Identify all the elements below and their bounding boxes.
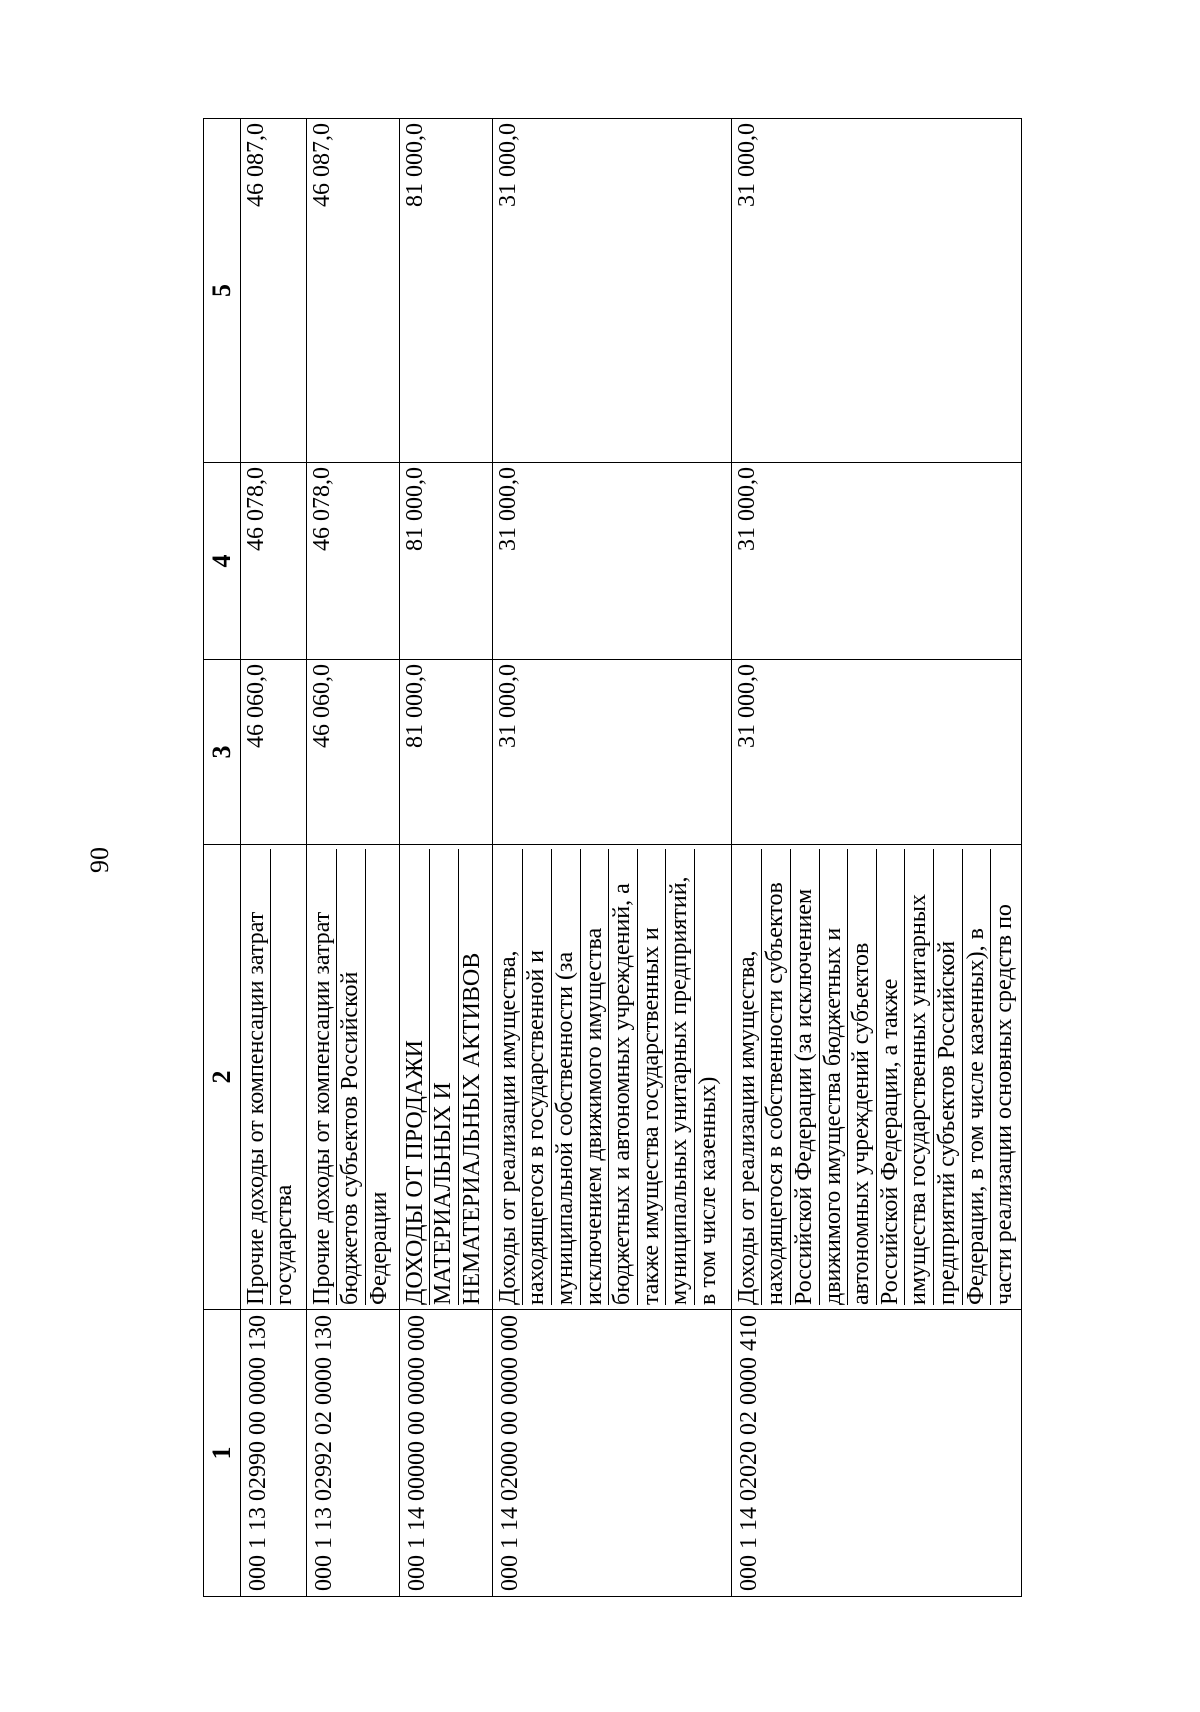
revenue-name-line: в том числе казенных) <box>695 1076 722 1305</box>
revenue-name-line: также имущества государственных и <box>638 849 667 1305</box>
revenue-name-line: движимого имущества бюджетных и <box>820 849 849 1305</box>
revenue-name-line: Прочие доходы от компенсации затрат <box>243 849 272 1305</box>
column-header-3: 3 <box>204 660 241 845</box>
budget-table-container <box>203 119 1104 1597</box>
budget-revenue-table <box>203 118 1022 1597</box>
amount-cell-5: 46 087,0 <box>240 119 306 463</box>
revenue-name-line: имущества государственных унитарных <box>905 849 934 1305</box>
amount-cell-4: 31 000,0 <box>731 463 1021 660</box>
budget-code-cell: 000 1 13 02990 00 0000 130 <box>240 1310 306 1597</box>
revenue-name-line: Федерации, в том числе казенных), в <box>963 849 992 1305</box>
revenue-name-cell <box>731 845 1021 1310</box>
revenue-name-line: части реализации основных средств по <box>991 904 1018 1305</box>
revenue-name-line: Доходы от реализации имущества, <box>734 849 763 1305</box>
revenue-name-line: исключением движимого имущества <box>581 849 610 1305</box>
revenue-name-line: ДОХОДЫ ОТ ПРОДАЖИ <box>402 849 431 1305</box>
table-row <box>240 119 306 1597</box>
revenue-name-cell <box>492 845 731 1310</box>
table-row <box>492 119 731 1597</box>
column-header-1: 1 <box>204 1310 241 1597</box>
column-header-5: 5 <box>204 119 241 463</box>
header-row <box>204 119 241 1597</box>
budget-code-cell: 000 1 13 02992 02 0000 130 <box>306 1310 399 1597</box>
revenue-name-line: находящегося в собственности субъектов <box>762 849 791 1305</box>
amount-cell-5: 31 000,0 <box>731 119 1021 463</box>
amount-cell-3: 46 060,0 <box>306 660 399 845</box>
revenue-name-cell <box>399 845 492 1310</box>
column-header-2: 2 <box>204 845 241 1310</box>
revenue-name-line: предприятий субъектов Российской <box>934 849 963 1305</box>
amount-cell-3: 46 060,0 <box>240 660 306 845</box>
revenue-name-line: Прочие доходы от компенсации затрат <box>309 849 338 1305</box>
page-number: 90 <box>85 847 114 873</box>
column-header-4: 4 <box>204 463 241 660</box>
table-row <box>306 119 399 1597</box>
revenue-name-line: бюджетных и автономных учреждений, а <box>609 849 638 1305</box>
budget-code-cell: 000 1 14 02000 00 0000 000 <box>492 1310 731 1597</box>
revenue-name-line: Российской Федерации (за исключением <box>791 849 820 1305</box>
amount-cell-3: 31 000,0 <box>492 660 731 845</box>
amount-cell-4: 31 000,0 <box>492 463 731 660</box>
revenue-name-cell <box>306 845 399 1310</box>
amount-cell-5: 46 087,0 <box>306 119 399 463</box>
revenue-name-cell <box>240 845 306 1310</box>
amount-cell-5: 81 000,0 <box>399 119 492 463</box>
rotated-table-frame <box>203 119 1104 1597</box>
amount-cell-4: 46 078,0 <box>306 463 399 660</box>
revenue-name-line: Доходы от реализации имущества, <box>495 849 524 1305</box>
table-row <box>399 119 492 1597</box>
revenue-name-line: бюджетов субъектов Российской <box>337 849 366 1305</box>
budget-code-cell: 000 1 14 00000 00 0000 000 <box>399 1310 492 1597</box>
amount-cell-3: 31 000,0 <box>731 660 1021 845</box>
budget-code-cell: 000 1 14 02020 02 0000 410 <box>731 1310 1021 1597</box>
table-row <box>731 119 1021 1597</box>
revenue-name-line: Российской Федерации, а также <box>877 849 906 1305</box>
revenue-name-line: автономных учреждений субъектов <box>848 849 877 1305</box>
amount-cell-4: 46 078,0 <box>240 463 306 660</box>
revenue-name-line: Федерации <box>366 1191 393 1305</box>
revenue-name-line: находящегося в государственной и <box>523 849 552 1305</box>
revenue-name-line: НЕМАТЕРИАЛЬНЫХ АКТИВОВ <box>459 952 486 1305</box>
revenue-name-line: муниципальных унитарных предприятий, <box>666 849 695 1305</box>
revenue-name-line: муниципальной собственности (за <box>552 849 581 1305</box>
revenue-name-line: МАТЕРИАЛЬНЫХ И <box>430 849 459 1305</box>
amount-cell-4: 81 000,0 <box>399 463 492 660</box>
amount-cell-5: 31 000,0 <box>492 119 731 463</box>
amount-cell-3: 81 000,0 <box>399 660 492 845</box>
revenue-name-line: государства <box>271 1184 298 1305</box>
